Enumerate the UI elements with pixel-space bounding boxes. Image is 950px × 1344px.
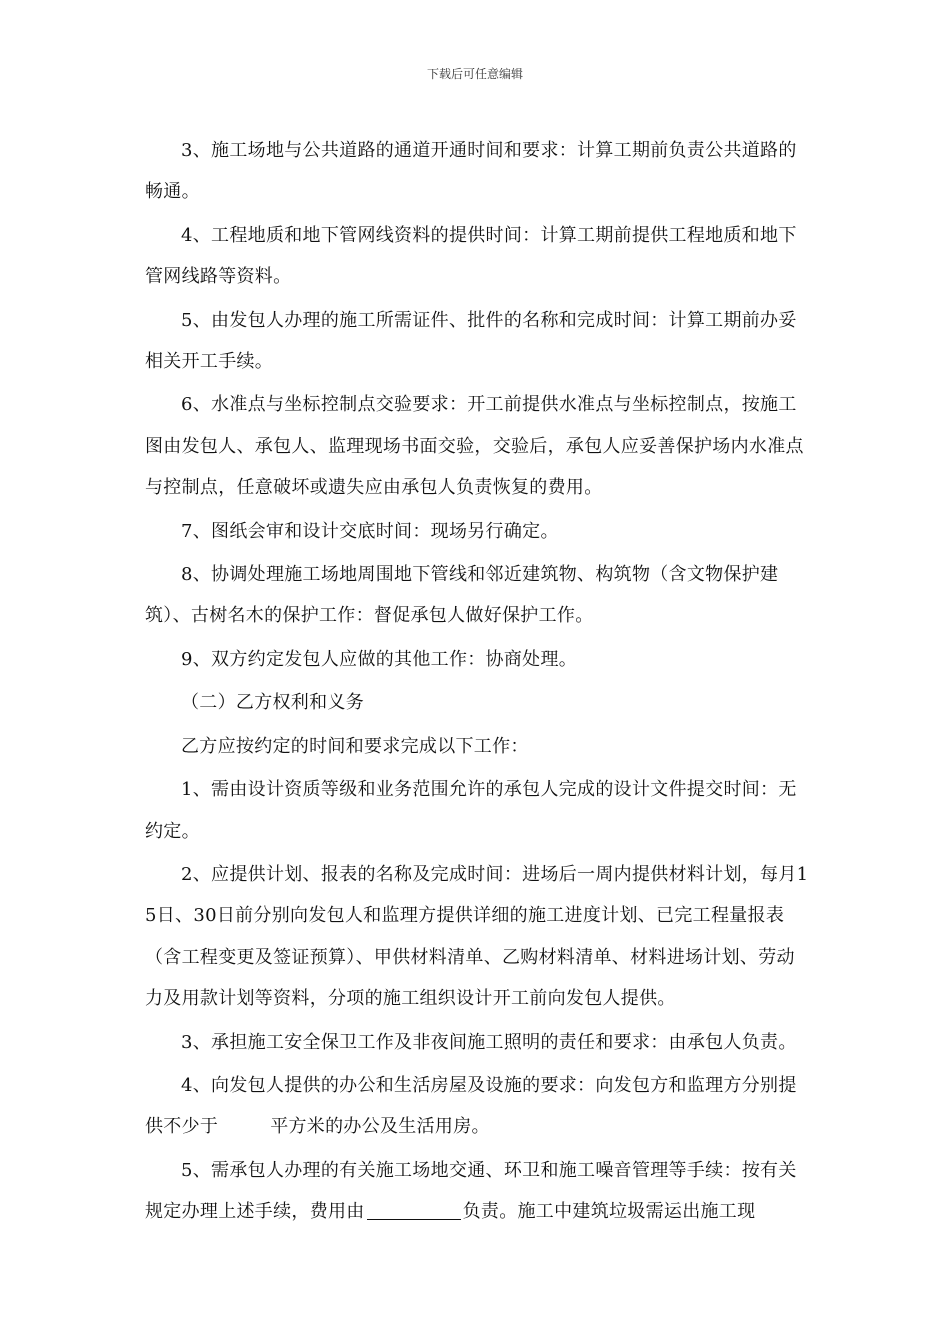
document-body	[145, 130, 810, 1235]
paragraph-b5-site-procedures	[145, 1150, 810, 1233]
paragraph-b2-plans-reports: 2、应提供计划、报表的名称及完成时间：进场后一周内提供材料计划，每月15日、30日前分别向发包人和监理方提供详细的施工进度计划、已完工程量报表（含工程变更及签证预算）、甲供材料清单、乙购材料清单、材料进场计划、劳动力及用款计划等资料，分项的施工组织设计开工前向发包人提供。	[145, 863, 809, 1010]
fee-party-blank-line	[367, 1201, 461, 1220]
paragraph-6-benchmarks: 6、水准点与坐标控制点交验要求：开工前提供水准点与坐标控制点，按施工图由发包人、承包人、监理现场书面交验，交验后，承包人应妥善保护场内水准点与控制点，任意破坏或遗失应由承包人负责恢复的费用。	[145, 394, 804, 499]
section-heading-party-b: （二）乙方权利和义务	[181, 692, 364, 714]
paragraph-8-protection: 8、协调处理施工场地周围地下管线和邻近建筑物、构筑物（含文物保护建筑）、古树名木的保护工作：督促承包人做好保护工作。	[145, 564, 779, 627]
paragraph-b1-design-docs: 1、需由设计资质等级和业务范围允许的承包人完成的设计文件提交时间：无约定。	[145, 779, 797, 842]
paragraph-5-permits: 5、由发包人办理的施工所需证件、批件的名称和完成时间：计算工期前办妥相关开工手续。	[145, 309, 797, 373]
paragraph-b3-security: 3、承担施工安全保卫工作及非夜间施工照明的责任和要求：由承包人负责。	[181, 1031, 797, 1053]
paragraph-party-b-intro: 乙方应按约定的时间和要求完成以下工作：	[181, 735, 529, 757]
paragraph-3-road-access: 3、施工场地与公共道路的通道开通时间和要求：计算工期前负责公共道路的畅通。	[145, 140, 797, 203]
paragraph-9-other-work: 9、双方约定发包人应做的其他工作：协商处理。	[181, 648, 578, 670]
paragraph-b4-text-before: 4、向发包人提供的办公和生活房屋及设施的要求：向发包方和监理方分别提供不少于	[145, 1074, 797, 1138]
paragraph-b4-text-after: 平方米的办公及生活用房。	[270, 1116, 490, 1138]
paragraph-b5-text-before: 5、需承包人办理的有关施工场地交通、环卫和施工噪音管理等手续：按有关规定办理上述手续，费用由	[145, 1159, 797, 1223]
paragraph-7-drawing-review: 7、图纸会审和设计交底时间：现场另行确定。	[181, 520, 559, 542]
paragraph-b5-text-after: 负责。施工中建筑垃圾需运出施工现	[462, 1201, 756, 1223]
paragraph-b4-office-housing	[145, 1065, 810, 1148]
paragraph-4-geology-data: 4、工程地质和地下管网线资料的提供时间：计算工期前提供工程地质和地下管网线路等资料。	[145, 224, 797, 288]
page-header: 下载后可任意编辑	[426, 67, 523, 81]
